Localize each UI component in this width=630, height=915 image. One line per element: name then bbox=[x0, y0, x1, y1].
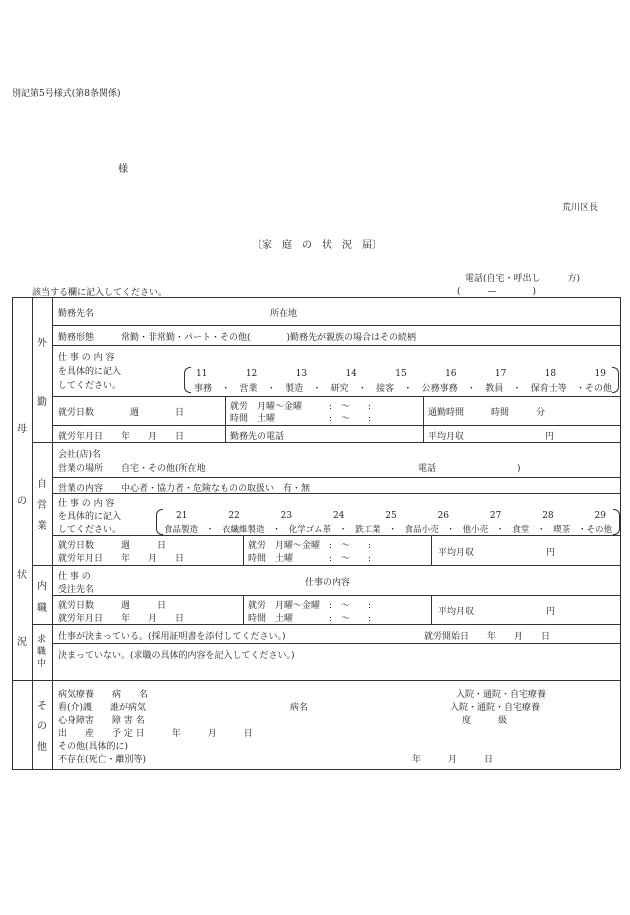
job-seeking-label-char: 求 bbox=[37, 635, 47, 645]
job-undecided-option[interactable]: 決まっていない。(求職の具体的内容を記入してください。) bbox=[58, 651, 295, 661]
commute-time-field[interactable]: 通勤時間 時間 分 bbox=[428, 408, 546, 418]
phone-label: 電話(自宅・呼出し 方) bbox=[465, 274, 581, 284]
separator: ・ bbox=[495, 525, 505, 535]
work-days-field[interactable]: 就労日数 週 日 bbox=[58, 408, 185, 418]
separator: ・ bbox=[338, 525, 348, 535]
job-code[interactable]: 25 bbox=[385, 511, 397, 521]
self-employed-label-char: 営 bbox=[37, 500, 47, 511]
disability-field[interactable]: 心身障害 障 害 名 bbox=[58, 716, 145, 726]
work-hours-weekday-field[interactable]: 就労 月曜～金曜 : ～ : bbox=[248, 601, 372, 611]
job-code[interactable]: 11 bbox=[196, 369, 208, 379]
employment-label-char: 外 bbox=[37, 338, 47, 349]
job-code[interactable]: 16 bbox=[445, 369, 457, 379]
other-label-char: の bbox=[37, 721, 47, 732]
instruction: 該当する欄に記入してください。 bbox=[32, 288, 168, 298]
employment-label-char: 勤 bbox=[37, 397, 47, 408]
job-code[interactable]: 26 bbox=[437, 511, 450, 521]
job-decided-option[interactable]: 仕事が決まっている。(採用証明書を添付してください。) bbox=[58, 632, 286, 642]
work-hours-saturday-field[interactable]: 時間 土曜 : ～ : bbox=[248, 614, 372, 624]
job-content-label: を具体的に記入 bbox=[58, 367, 122, 377]
work-hours-saturday-field[interactable]: 時間 土曜 : ～ : bbox=[230, 414, 372, 424]
mother-status-char: の bbox=[17, 496, 27, 507]
piecework-content-field[interactable]: 仕事の内容 bbox=[305, 578, 351, 588]
bracket-left bbox=[184, 367, 191, 393]
form-title: 〔家 庭 の 状 況 届〕 bbox=[252, 240, 382, 251]
self-employed-job-codes bbox=[176, 511, 606, 521]
separator: ・ bbox=[446, 525, 455, 535]
bracket-right bbox=[613, 509, 620, 535]
business-place-field[interactable]: 営業の場所 自宅・その他(所在地 bbox=[58, 464, 206, 474]
work-hours-weekday-field[interactable]: 就労 月曜～金曜 : ～ : bbox=[248, 541, 372, 551]
care-treatment-options[interactable]: 入院・通院・自宅療養 bbox=[450, 703, 541, 713]
care-patient-field[interactable]: 看(介)護 誰が病気 bbox=[58, 703, 147, 713]
job-category[interactable]: 衣繊維製造 bbox=[222, 525, 265, 535]
job-category[interactable]: ・その他 bbox=[577, 525, 612, 535]
other-label-char: 他 bbox=[37, 742, 47, 753]
job-code[interactable]: 15 bbox=[395, 369, 407, 379]
client-label: 仕 事 の bbox=[58, 572, 91, 582]
job-category[interactable]: 教員 bbox=[485, 384, 504, 394]
work-days-field[interactable]: 就労日数 週 日 bbox=[58, 601, 167, 611]
addressee-suffix: 様 bbox=[118, 164, 128, 175]
job-category[interactable]: 保育士等 bbox=[530, 384, 567, 394]
job-code[interactable]: 12 bbox=[245, 369, 258, 379]
other-label-char: そ bbox=[37, 701, 47, 712]
other-specific-field[interactable]: その他(具体的に) bbox=[58, 742, 129, 752]
job-category[interactable]: 営業 bbox=[239, 384, 258, 394]
job-category[interactable]: 製造 bbox=[285, 384, 304, 394]
illness-field[interactable]: 病気療養 病 名 bbox=[58, 690, 149, 700]
company-name-field[interactable]: 会社(店)名 bbox=[58, 450, 102, 460]
job-category[interactable]: 他小売 bbox=[462, 525, 489, 535]
separator: ・ bbox=[466, 384, 476, 394]
job-code[interactable]: 18 bbox=[544, 369, 557, 379]
job-seeking-label-char: 職 bbox=[37, 647, 47, 657]
job-category[interactable]: 食品小売 bbox=[404, 525, 439, 535]
job-content-label: 仕 事 の 内 容 bbox=[58, 353, 115, 363]
job-code[interactable]: 24 bbox=[332, 511, 345, 521]
job-category[interactable]: 食堂 bbox=[512, 525, 530, 535]
job-content-label: してください。 bbox=[58, 381, 122, 391]
separator: ・ bbox=[205, 525, 215, 535]
job-category[interactable]: 鉄工業 bbox=[355, 525, 381, 535]
job-code[interactable]: 22 bbox=[228, 511, 240, 521]
job-category[interactable]: 公務事務 bbox=[421, 384, 458, 394]
form-number: 別記第5号様式(第8条関係) bbox=[12, 89, 121, 99]
separator: ・ bbox=[536, 525, 546, 535]
job-code[interactable]: 13 bbox=[295, 369, 308, 379]
separator: ・ bbox=[266, 384, 276, 394]
job-code[interactable]: 23 bbox=[280, 511, 293, 521]
job-code[interactable]: 27 bbox=[489, 511, 502, 521]
monthly-income-field[interactable]: 平均月収 円 bbox=[438, 607, 556, 617]
absent-field[interactable]: 不存在(死亡・離別等) bbox=[58, 755, 147, 765]
birth-due-date-field[interactable]: 出 産 予 定 日 年 月 日 bbox=[58, 729, 253, 739]
client-name-field[interactable]: 受注先名 bbox=[58, 585, 95, 595]
piecework-label-char: 職 bbox=[37, 603, 47, 614]
illness-treatment-options[interactable]: 入院・通院・自宅療養 bbox=[456, 690, 547, 700]
mother-status-char: 母 bbox=[17, 424, 27, 435]
work-hours-weekday-field[interactable]: 就労 月曜～金曜 : ～ : bbox=[230, 402, 372, 412]
employment-job-categories bbox=[194, 381, 612, 394]
start-date-field[interactable]: 就労年月日 年 月 日 bbox=[58, 554, 185, 564]
self-employed-job-categories bbox=[164, 523, 612, 535]
workplace-name-field[interactable]: 勤務先名 bbox=[58, 309, 95, 319]
issuer: 荒川区長 bbox=[562, 203, 599, 213]
phone-format: ( — ) bbox=[457, 287, 537, 297]
job-category[interactable]: 喫茶 bbox=[553, 525, 571, 535]
start-date-field[interactable]: 就労年月日 年 月 日 bbox=[58, 614, 185, 624]
monthly-income-field[interactable]: 平均月収 円 bbox=[438, 548, 556, 558]
work-days-field[interactable]: 就労日数 週 日 bbox=[58, 541, 167, 551]
job-code[interactable]: 19 bbox=[594, 369, 606, 379]
care-disease-field[interactable]: 病名 bbox=[290, 703, 309, 713]
mother-status-char: 況 bbox=[17, 637, 27, 648]
self-employed-label-char: 業 bbox=[37, 521, 47, 532]
job-content-label: 仕 事 の 内 容 bbox=[58, 499, 115, 509]
separator: ・ bbox=[512, 384, 522, 394]
employment-job-codes bbox=[196, 369, 606, 379]
separator: ・ bbox=[403, 384, 413, 394]
separator: ・ bbox=[221, 384, 231, 394]
office-phone-field[interactable]: 勤務先の電話 bbox=[230, 432, 285, 442]
disability-grade-field[interactable]: 度 級 bbox=[462, 716, 508, 726]
job-code[interactable]: 17 bbox=[494, 369, 507, 379]
job-content-label: を具体的に記入 bbox=[58, 512, 122, 522]
separator: ・ bbox=[357, 384, 367, 394]
business-content-field[interactable]: 営業の内容 中心者・協力者・危険なものの取扱い 有・無 bbox=[58, 484, 311, 494]
mother-status-char: 状 bbox=[17, 570, 27, 581]
start-date-field[interactable]: 就労年月日 年 月 日 bbox=[58, 432, 185, 442]
job-code[interactable]: 14 bbox=[345, 369, 357, 379]
absent-date-field[interactable]: 年 月 日 bbox=[412, 755, 494, 765]
job-content-label: してください。 bbox=[58, 525, 122, 535]
job-code[interactable]: 21 bbox=[176, 511, 188, 521]
monthly-income-field[interactable]: 平均月収 円 bbox=[428, 432, 555, 442]
piecework-label-char: 内 bbox=[37, 581, 47, 592]
job-category[interactable]: 研究 bbox=[330, 384, 349, 394]
job-seeking-label-char: 中 bbox=[37, 659, 47, 669]
job-category[interactable]: 食品製造 bbox=[164, 525, 199, 535]
self-employed-label-char: 自 bbox=[37, 479, 47, 490]
separator: ・ bbox=[388, 525, 397, 535]
bracket-right bbox=[612, 367, 619, 393]
job-code[interactable]: 29 bbox=[594, 511, 606, 521]
business-phone-field[interactable]: 電話 ) bbox=[418, 464, 521, 474]
work-hours-saturday-field[interactable]: 時間 土曜 : ～ : bbox=[248, 554, 372, 564]
job-category[interactable]: 接客 bbox=[376, 384, 395, 394]
separator: ・ bbox=[272, 525, 281, 535]
bracket-left bbox=[156, 509, 163, 535]
employment-type-field[interactable]: 勤務形態 常勤・非常勤・パート・その他( )勤務先が親族の場合はその続柄 bbox=[58, 333, 417, 343]
job-code[interactable]: 28 bbox=[542, 511, 554, 521]
job-category[interactable]: ・その他 bbox=[575, 384, 612, 394]
job-start-date-field[interactable]: 就労開始日 年 月 日 bbox=[424, 632, 551, 642]
workplace-address-field[interactable]: 所在地 bbox=[270, 309, 298, 319]
job-category[interactable]: 事務 bbox=[194, 384, 213, 394]
job-category[interactable]: 化学ゴム革 bbox=[288, 525, 332, 535]
separator: ・ bbox=[312, 384, 322, 394]
